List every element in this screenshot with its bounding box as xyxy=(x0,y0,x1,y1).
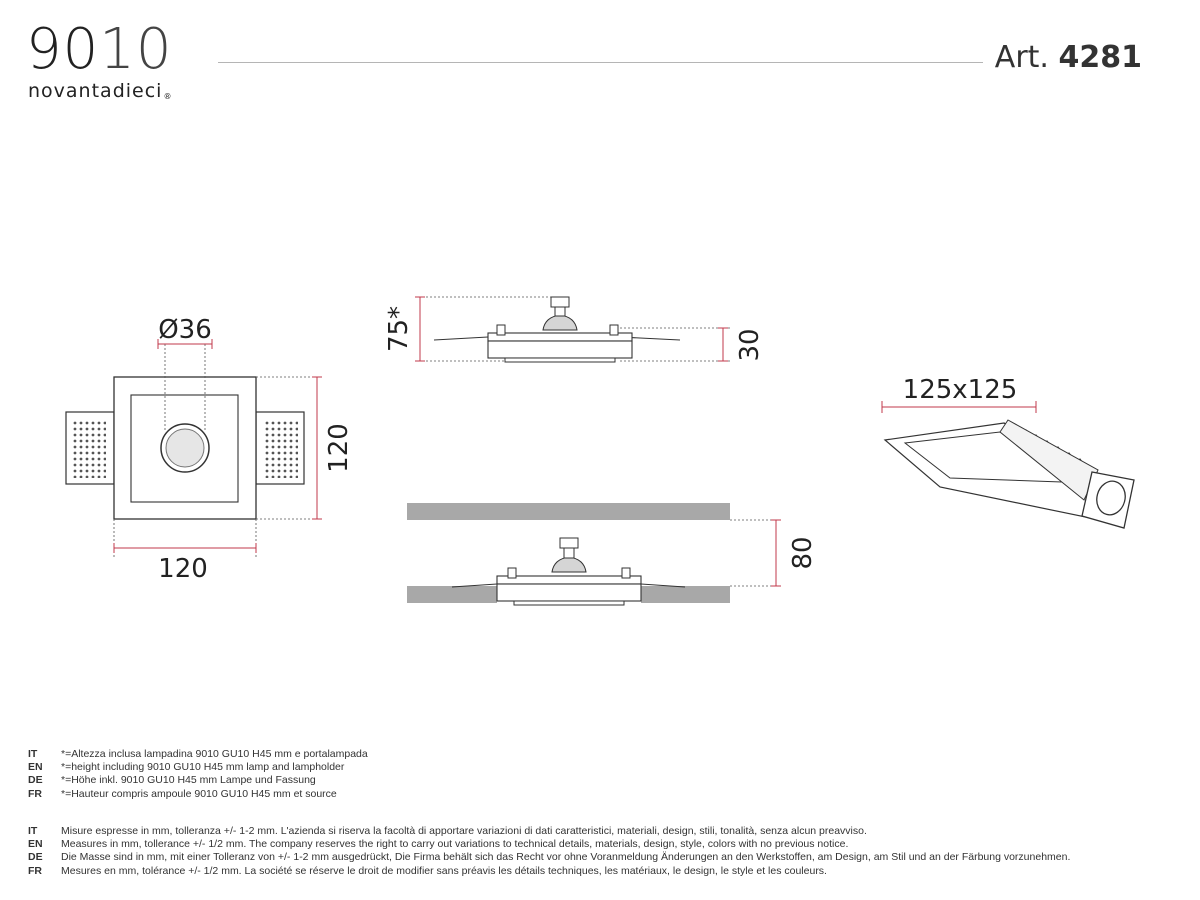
cutout-size-label: 125x125 xyxy=(902,375,1018,405)
note-row: DE *=Höhe inkl. 9010 GU10 H45 mm Lampe und Fassung xyxy=(28,774,316,787)
brand-logo-number: 9010 xyxy=(26,17,173,82)
cutout-view-drawing xyxy=(885,420,1134,528)
install-height-dimension xyxy=(771,520,818,586)
note-row: IT *=Altezza inclusa lampadina 9010 GU10 H45 mm e portalampada xyxy=(28,748,368,760)
side-total-height-dimension xyxy=(384,297,425,361)
side-total-height-label: 75* xyxy=(384,305,414,353)
note-row: FR Mesures en mm, tolérance +/- 1/2 mm. La société se réserve le droit de modifier sans préavis les détails techniques, les matériaux, le design, le style et les couleurs. xyxy=(28,864,827,877)
side-body-height-dimension xyxy=(718,328,765,362)
front-height-label: 120 xyxy=(324,423,354,473)
install-height-label: 80 xyxy=(788,536,818,570)
note-row: EN *=height including 9010 GU10 H45 mm lamp and lampholder xyxy=(28,761,345,774)
side-view-drawing xyxy=(418,297,730,362)
front-width-dimension xyxy=(114,543,256,584)
note-row: EN Measures in mm, tollerance +/- 1/2 mm. The company reserves the right to carry out variations to technical details, materials, design, style, colors with no previous notice. xyxy=(28,838,849,851)
diameter-label: Ø36 xyxy=(158,315,212,345)
side-body-height-label: 30 xyxy=(735,328,765,362)
article-number: Art. 4281 xyxy=(994,40,1142,75)
installed-section-drawing xyxy=(407,503,780,605)
front-width-label: 120 xyxy=(158,554,208,584)
diameter-dimension xyxy=(158,315,212,349)
height-notes xyxy=(28,748,368,801)
front-view-drawing xyxy=(66,344,318,557)
note-row: FR *=Hauteur compris ampoule 9010 GU10 H45 mm et source xyxy=(28,787,337,800)
general-notes xyxy=(28,825,1070,878)
front-height-dimension xyxy=(312,377,354,519)
note-row: DE Die Masse sind in mm, mit einer Tolleranz von +/- 1-2 mm ausgedrückt, Die Firma behält sich das Recht vor ohne Voranmeldung Änderungen an den Werkstoffen, am Design, am Stil und an der Färbung vorzunehmen. xyxy=(28,851,1071,864)
brand-wordmark: novantadieci® xyxy=(28,80,173,102)
note-row: IT Misure espresse in mm, tolleranza +/- 1-2 mm. L'azienda si riserva la facoltà di apportare variazioni di dati caratteristici, materiali, design, stili, tonalità, senza alcun preavviso. xyxy=(28,825,867,837)
cutout-size-dimension xyxy=(882,375,1036,413)
